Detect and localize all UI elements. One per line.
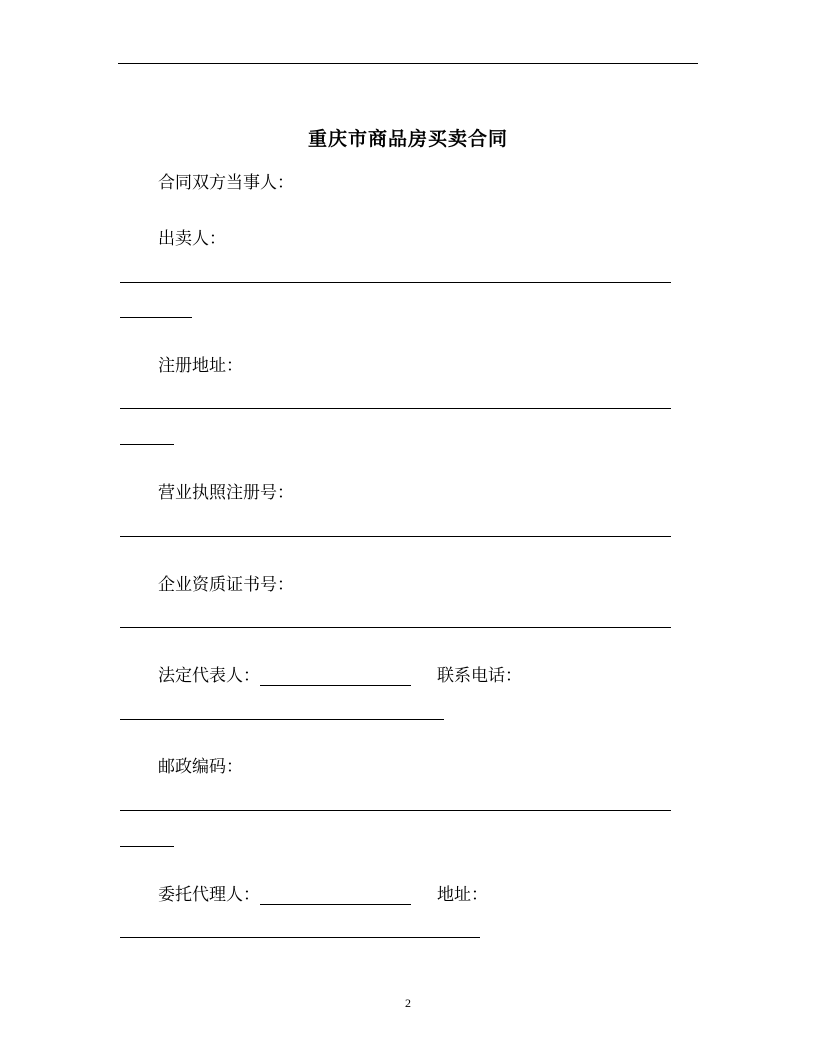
postal-code-label: 邮政编码： — [158, 757, 243, 777]
header-rule — [118, 63, 698, 64]
agent-row — [158, 885, 488, 905]
parties-heading: 合同双方当事人： — [158, 173, 294, 193]
seller-blank-line-continued — [120, 317, 192, 318]
contact-phone-label: 联系电话： — [437, 666, 522, 686]
address-blank-line — [120, 937, 480, 938]
address-label: 地址： — [437, 885, 488, 905]
qualification-cert-blank-line — [120, 627, 671, 628]
business-license-label: 营业执照注册号： — [158, 483, 294, 503]
registered-address-label: 注册地址： — [158, 356, 243, 376]
contact-phone-blank-line — [120, 719, 444, 720]
registered-address-blank-line-continued — [120, 444, 174, 445]
seller-label: 出卖人： — [158, 229, 226, 249]
agent-label: 委托代理人： — [158, 885, 260, 905]
business-license-blank-line — [120, 536, 671, 537]
registered-address-blank-line — [120, 408, 671, 409]
agent-blank — [260, 886, 411, 905]
legal-rep-label: 法定代表人： — [158, 666, 260, 686]
contract-title: 重庆市商品房买卖合同 — [307, 128, 508, 150]
qualification-cert-label: 企业资质证书号： — [158, 575, 294, 595]
postal-code-blank-line — [120, 810, 671, 811]
postal-code-blank-line-continued — [120, 846, 174, 847]
legal-rep-blank — [260, 667, 411, 686]
page-number: 2 — [405, 996, 411, 1010]
seller-blank-line — [120, 282, 671, 283]
legal-rep-row — [158, 666, 522, 686]
